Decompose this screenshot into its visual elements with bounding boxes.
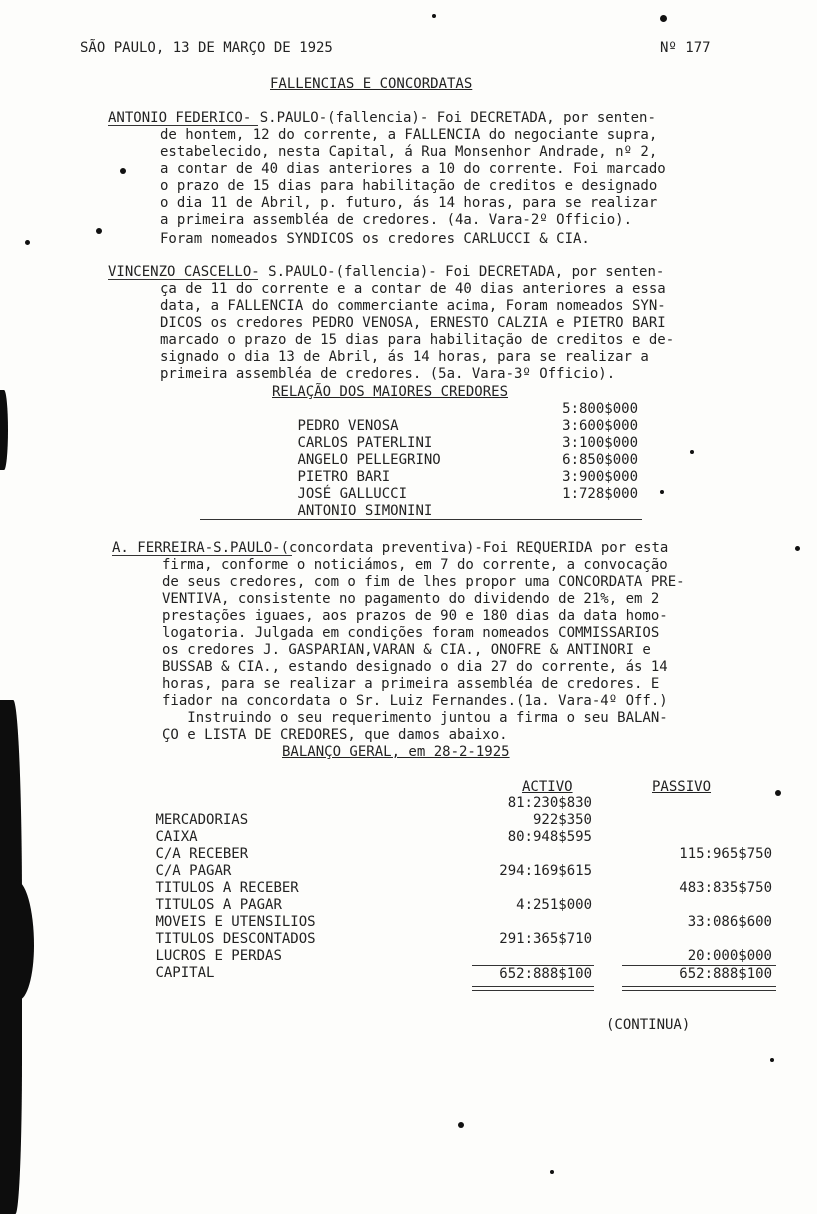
item3-name-underline bbox=[112, 555, 292, 556]
item3-line: Instruindo o seu requerimento juntou a firma o seu BALAN- bbox=[162, 710, 668, 726]
scan-speck bbox=[96, 228, 102, 234]
item3-line: os credores J. GASPARIAN,VARAN & CIA., ONOFRE & ANTINORI e bbox=[162, 642, 651, 658]
balance-label: TITULOS DESCONTADOS bbox=[155, 931, 316, 947]
item1-line: o dia 11 de Abril, p. futuro, ás 14 horas, para se realizar bbox=[160, 195, 658, 211]
item2-name-underline bbox=[108, 279, 258, 280]
creditor-row bbox=[230, 486, 650, 519]
item1-line: o prazo de 15 dias para habilitação de creditos e designado bbox=[160, 178, 658, 194]
balance-activo: 81:230$830 bbox=[507, 795, 592, 811]
balance-passivo: 115:965$750 bbox=[679, 846, 772, 862]
balance-passivo: 483:835$750 bbox=[679, 880, 772, 896]
creditor-amount: 1:728$000 bbox=[562, 486, 638, 502]
passivo-double-rule bbox=[622, 990, 776, 991]
balance-activo: 922$350 bbox=[532, 812, 592, 828]
passivo-double-rule bbox=[622, 986, 776, 987]
section-divider bbox=[200, 519, 642, 520]
creditor-name: JOSÉ GALLUCCI bbox=[297, 486, 408, 502]
balance-passivo: 20:000$000 bbox=[687, 948, 772, 964]
balance-activo: 291:365$710 bbox=[499, 931, 592, 947]
header-number: Nº 177 bbox=[660, 40, 711, 56]
creditor-amount: 3:600$000 bbox=[562, 418, 638, 434]
scan-dark-edge bbox=[0, 880, 34, 1000]
item1-line: a primeira assembléa de credores. (4a. Vara-2º Officio). bbox=[160, 212, 633, 228]
item2-line: ça de 11 do corrente e a contar de 40 dias anteriores a essa bbox=[160, 281, 666, 297]
item2-line: VINCENZO CASCELLO- S.PAULO-(fallencia)- Foi DECRETADA, por senten- bbox=[108, 264, 665, 280]
creditor-name: CARLOS PATERLINI bbox=[297, 435, 433, 451]
scan-speck bbox=[25, 240, 30, 245]
balance-activo: 4:251$000 bbox=[516, 897, 592, 913]
activo-double-rule bbox=[472, 990, 594, 991]
balance-label: MOVEIS E UTENSILIOS bbox=[155, 914, 316, 930]
item1-line: Foram nomeados SYNDICOS os credores CARLUCCI & CIA. bbox=[160, 231, 590, 247]
creditor-amount: 3:100$000 bbox=[562, 435, 638, 451]
scan-speck bbox=[660, 15, 667, 22]
balance-label: C/A PAGAR bbox=[155, 863, 232, 879]
total-activo: 652:888$100 bbox=[499, 966, 592, 982]
scan-speck bbox=[458, 1122, 464, 1128]
balance-passivo: 33:086$600 bbox=[687, 914, 772, 930]
balance-totals bbox=[88, 966, 778, 983]
scan-speck bbox=[120, 168, 126, 174]
item3-line: BUSSAB & CIA., estando designado o dia 27 do corrente, ás 14 bbox=[162, 659, 668, 675]
creditor-amount: 3:900$000 bbox=[562, 469, 638, 485]
item2-line: data, a FALLENCIA do commerciante acima, Foram nomeados SYN- bbox=[160, 298, 666, 314]
item3-line: VENTIVA, consistente no pagamento do dividendo de 21%, em 2 bbox=[162, 591, 660, 607]
balance-label: MERCADORIAS bbox=[155, 812, 249, 828]
item2-line: primeira assembléa de credores. (5a. Vara-3º Officio). bbox=[160, 366, 616, 382]
header-place-date: SÃO PAULO, 13 DE MARÇO DE 1925 bbox=[80, 40, 333, 56]
balance-label: LUCROS E PERDAS bbox=[155, 948, 282, 964]
creditor-name: ANTONIO SIMONINI bbox=[297, 503, 433, 519]
creditor-name: PIETRO BARI bbox=[297, 469, 391, 485]
item2-line: marcado o prazo de 15 dias para habilitação de creditos e de- bbox=[160, 332, 675, 348]
activo-double-rule bbox=[472, 986, 594, 987]
item3-line: logatoria. Julgada em condições foram nomeados COMMISSARIOS bbox=[162, 625, 660, 641]
item2-line: signado o dia 13 de Abril, ás 14 horas, para se realizar a bbox=[160, 349, 649, 365]
scan-speck bbox=[795, 546, 800, 551]
creditor-name: ANGELO PELLEGRINO bbox=[297, 452, 441, 468]
creditor-amount: 6:850$000 bbox=[562, 452, 638, 468]
balance-label: TITULOS A PAGAR bbox=[155, 897, 282, 913]
scan-dark-edge bbox=[0, 390, 8, 470]
balance-label: CAIXA bbox=[155, 829, 198, 845]
creditor-amount: 5:800$000 bbox=[562, 401, 638, 417]
total-passivo: 652:888$100 bbox=[679, 966, 772, 982]
item3-line: prestações iguaes, aos prazos de 90 e 180 dias da data homo- bbox=[162, 608, 668, 624]
item3-line: ÇO e LISTA DE CREDORES, que damos abaixo. bbox=[162, 727, 508, 743]
item1-line: estabelecido, nesta Capital, á Rua Monsenhor Andrade, nº 2, bbox=[160, 144, 658, 160]
item3-line: firma, conforme o noticiámos, em 7 do corrente, a convocação bbox=[162, 557, 668, 573]
balance-activo: 294:169$615 bbox=[499, 863, 592, 879]
item2-line: DICOS os credores PEDRO VENOSA, ERNESTO CALZIA e PIETRO BARI bbox=[160, 315, 666, 331]
scan-speck bbox=[690, 450, 694, 454]
balance-title: BALANÇO GERAL, em 28-2-1925 bbox=[282, 744, 510, 760]
item1-name-underline bbox=[108, 125, 258, 126]
item1-line: a contar de 40 dias anteriores a 10 do corrente. Foi marcado bbox=[160, 161, 666, 177]
balance-label: C/A RECEBER bbox=[155, 846, 249, 862]
col-header-passivo: PASSIVO bbox=[652, 779, 712, 795]
balance-label: TITULOS A RECEBER bbox=[155, 880, 299, 896]
item3-line: horas, para se realizar a primeira assembléa de credores. E bbox=[162, 676, 660, 692]
balance-label: CAPITAL bbox=[155, 965, 215, 981]
continue-note: (CONTINUA) bbox=[606, 1017, 691, 1033]
scan-speck bbox=[550, 1170, 554, 1174]
creditors-title: RELAÇÃO DOS MAIORES CREDORES bbox=[272, 384, 509, 400]
creditor-name: PEDRO VENOSA bbox=[297, 418, 399, 434]
item1-line: de hontem, 12 do corrente, a FALLENCIA do negociante supra, bbox=[160, 127, 658, 143]
scan-speck bbox=[660, 490, 664, 494]
col-header-activo: ACTIVO bbox=[522, 779, 573, 795]
item3-line: fiador na concordata o Sr. Luiz Fernandes.(1a. Vara-4º Off.) bbox=[162, 693, 668, 709]
item1-line: ANTONIO FEDERICO- S.PAULO-(fallencia)- Foi DECRETADA, por senten- bbox=[108, 110, 656, 126]
item3-line: de seus credores, com o fim de lhes propor uma CONCORDATA PRE- bbox=[162, 574, 685, 590]
page-title: FALLENCIAS E CONCORDATAS bbox=[270, 76, 473, 92]
balance-activo: 80:948$595 bbox=[507, 829, 592, 845]
scan-speck bbox=[770, 1058, 774, 1062]
scan-speck bbox=[432, 14, 436, 18]
item3-line: A. FERREIRA-S.PAULO-(concordata preventiva)-Foi REQUERIDA por esta bbox=[112, 540, 669, 556]
